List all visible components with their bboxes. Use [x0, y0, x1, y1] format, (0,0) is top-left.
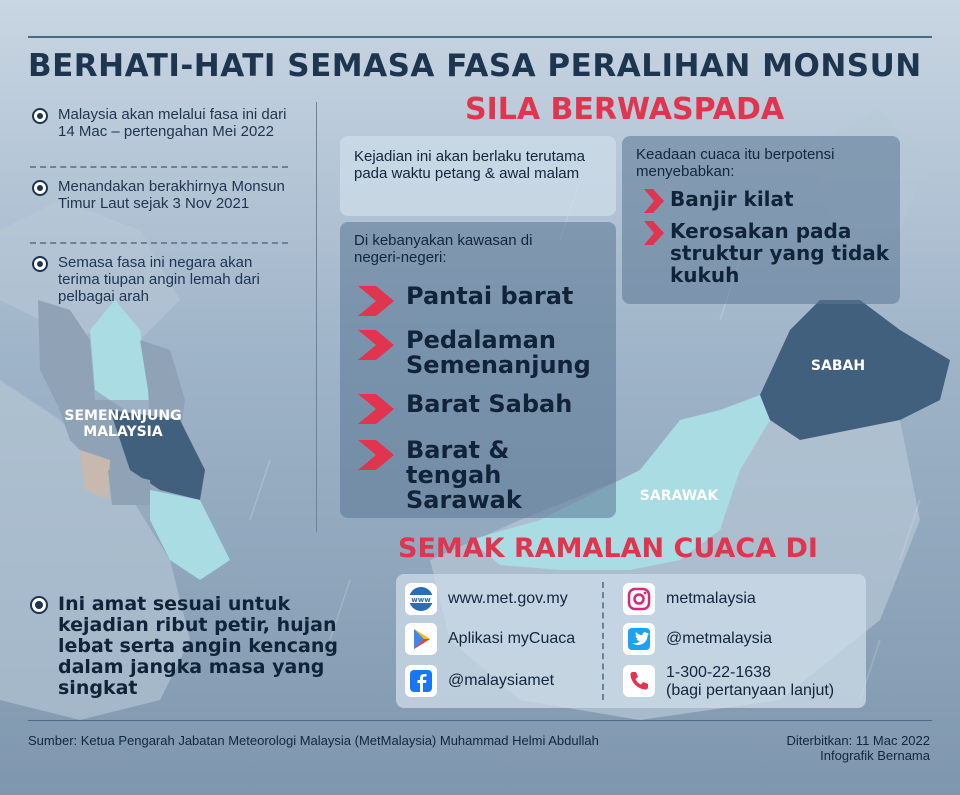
phone-block — [666, 664, 834, 700]
play-store-icon — [404, 622, 438, 656]
left-bullets-2 — [30, 178, 292, 212]
facebook-text: @malaysiamet — [448, 672, 555, 689]
bullet-dot-icon — [32, 108, 48, 124]
bullet-end-monsoon — [30, 178, 292, 212]
published-block — [786, 733, 930, 763]
phone-icon — [622, 664, 656, 698]
causes-panel — [622, 136, 900, 304]
contact-phone[interactable] — [622, 664, 834, 700]
published-date: Diterbitkan: 11 Mac 2022 — [786, 733, 930, 748]
top-rule — [28, 36, 932, 38]
divider — [30, 166, 288, 168]
cause-label: Kerosakan pada struktur yang tidak kukuh — [670, 219, 890, 287]
credit-text: Infografik Bernama — [820, 748, 930, 763]
divider — [30, 242, 288, 244]
contact-instagram[interactable] — [622, 582, 756, 616]
chevron-right-icon — [354, 330, 394, 360]
left-bullets — [30, 106, 292, 140]
globe-icon — [404, 582, 438, 616]
bullet-dot-icon — [32, 256, 48, 272]
cause-label: Banjir kilat — [670, 187, 794, 211]
chevron-right-icon — [642, 221, 664, 245]
chevron-right-icon — [354, 394, 394, 424]
chevron-right-icon — [354, 440, 394, 470]
left-bullets-3 — [30, 254, 292, 305]
bullet-dot-icon — [32, 180, 48, 196]
bullet-text: Semasa fasa ini negara akan terima tiupan angin lemah dari pelbagai arah — [58, 254, 260, 305]
chevron-right-icon — [354, 286, 394, 316]
regions-panel — [340, 222, 616, 518]
contact-website[interactable] — [404, 582, 568, 616]
regions-intro: Di kebanyakan kawasan di negeri-negeri: — [354, 232, 533, 266]
region-item — [354, 284, 610, 320]
phone-note: (bagi pertanyaan lanjut) — [666, 682, 835, 699]
causes-list — [642, 188, 892, 286]
website-text: www.met.gov.my — [448, 590, 568, 607]
bullet-period — [30, 106, 292, 140]
region-label: Barat & tengah Sarawak — [406, 436, 522, 514]
source-text: Sumber: Ketua Pengarah Jabatan Meteorologi Malaysia (MetMalaysia) Muhammad Helmi Abdullah — [28, 733, 599, 748]
check-forecast-title: SEMAK RAMALAN CUACA DI — [398, 533, 818, 564]
causes-intro: Keadaan cuaca itu berpotensi menyebabkan: — [636, 146, 835, 180]
globe-icon-text: www — [411, 596, 431, 604]
region-label: Pantai barat — [406, 282, 574, 310]
map-label-semenanjung: SEMENANJUNG MALAYSIA — [64, 408, 182, 440]
timing-text: Kejadian ini akan berlaku terutama pada waktu petang & awal malam — [354, 148, 585, 182]
instagram-icon — [622, 582, 656, 616]
cause-item — [642, 220, 892, 286]
page-title: BERHATI-HATI SEMASA FASA PERALIHAN MONSUN — [28, 48, 922, 84]
phone-text: 1-300-22-1638 — [666, 664, 771, 681]
twitter-icon — [622, 622, 656, 656]
instagram-text: metmalaysia — [666, 590, 756, 607]
region-item — [354, 438, 610, 513]
bullet-dot-icon — [30, 596, 48, 614]
chevron-right-icon — [642, 189, 664, 213]
bullet-wind — [30, 254, 292, 305]
contact-app[interactable] — [404, 622, 575, 656]
map-label-sabah: SABAH — [810, 358, 866, 374]
vertical-divider — [316, 102, 317, 532]
app-text: Aplikasi myCuaca — [448, 630, 576, 647]
timing-panel — [340, 136, 616, 216]
regions-list — [354, 284, 610, 513]
bullet-text: Malaysia akan melalui fasa ini dari 14 Mac – pertengahan Mei 2022 — [58, 106, 287, 140]
region-label: Pedalaman Semenanjung — [406, 326, 591, 379]
subtitle: SILA BERWASPADA — [465, 92, 785, 127]
contacts-divider — [602, 582, 604, 700]
big-bullet — [30, 594, 360, 699]
cause-item — [642, 188, 892, 210]
big-bullet-text: Ini amat sesuai untuk kejadian ribut petir, hujan lebat serta angin kencang dalam jangka masa yang singkat — [58, 593, 338, 699]
contact-twitter[interactable] — [622, 622, 772, 656]
region-item — [354, 328, 610, 378]
region-item — [354, 392, 610, 424]
contact-facebook[interactable] — [404, 664, 554, 698]
twitter-text: @metmalaysia — [666, 630, 773, 647]
map-label-sarawak: SARAWAK — [639, 488, 719, 504]
bottom-rule — [28, 720, 932, 721]
region-label: Barat Sabah — [406, 390, 573, 418]
bullet-text: Menandakan berakhirnya Monsun Timur Laut sejak 3 Nov 2021 — [58, 178, 285, 212]
facebook-icon — [404, 664, 438, 698]
